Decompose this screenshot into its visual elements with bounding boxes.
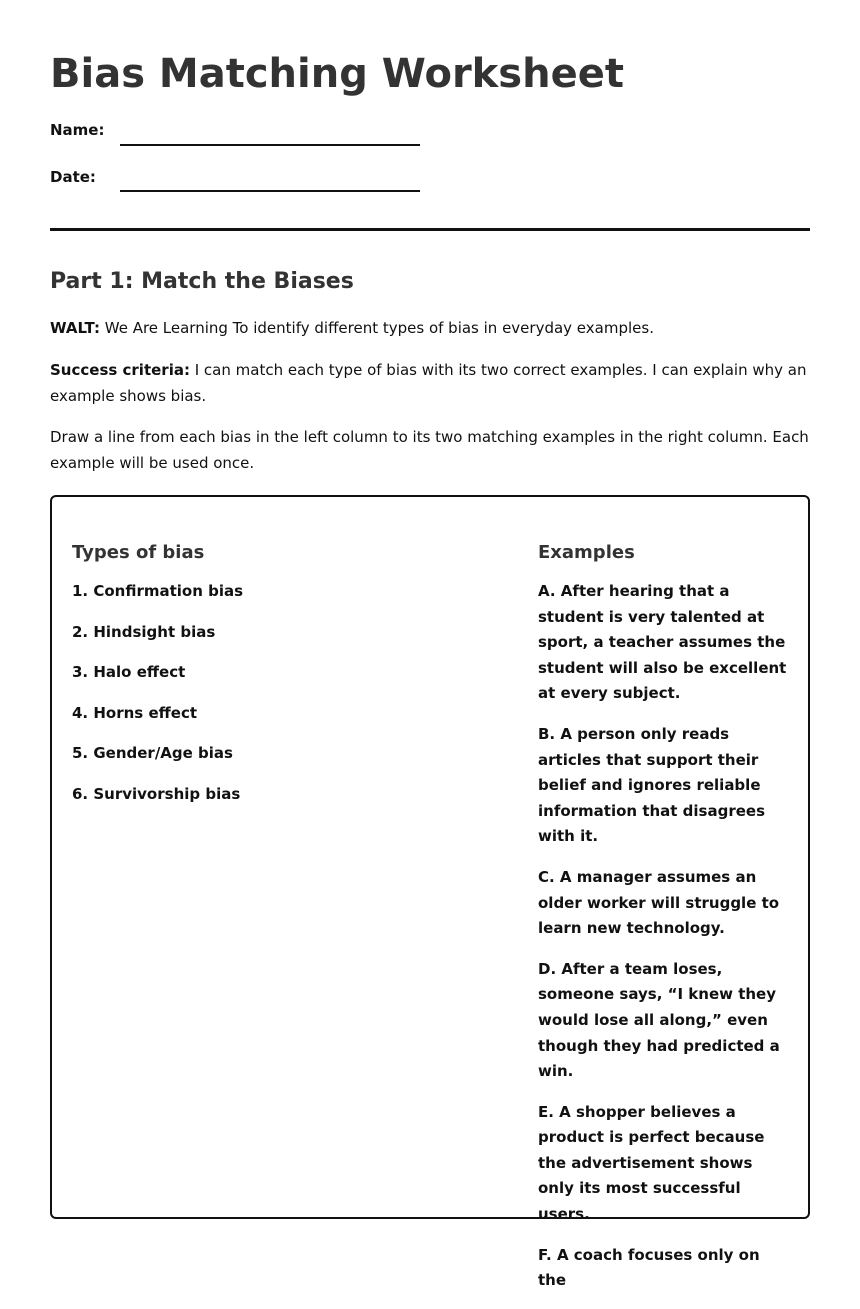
example-item[interactable]: D. After a team loses, someone says, “I knew they would lose all along,” even though they had predicted a win.: [538, 959, 780, 1081]
page-title: Bias Matching Worksheet: [50, 51, 624, 97]
name-label: Name:: [50, 121, 105, 139]
examples-column: [538, 539, 792, 1309]
bias-item[interactable]: 1. Confirmation bias: [72, 582, 244, 600]
examples-list: [538, 579, 792, 1294]
success-criteria-label: Success criteria:: [50, 361, 190, 379]
example-item[interactable]: E. A shopper believes a product is perfect because the advertisement shows only its most successful users.: [538, 1102, 765, 1224]
examples-column-title: Examples: [538, 542, 635, 563]
success-criteria-text: I can match each type of bias with its two correct examples. I can explain why an example shows bias.: [50, 361, 807, 405]
name-line[interactable]: [120, 144, 420, 146]
instructions-paragraph: Draw a line from each bias in the left column to its two matching examples in the right column. Each example will be used once.: [50, 428, 809, 472]
bias-item[interactable]: 6. Survivorship bias: [72, 784, 241, 803]
example-item[interactable]: C. A manager assumes an older worker will struggle to learn new technology.: [538, 867, 780, 938]
matching-box: [50, 495, 810, 1290]
walt-label: WALT:: [50, 319, 100, 337]
walt-paragraph: [50, 315, 810, 341]
bias-item[interactable]: 5. Gender/Age bias: [72, 744, 233, 763]
bias-item[interactable]: 3. Halo effect: [72, 663, 186, 682]
success-criteria-paragraph: [50, 357, 810, 409]
bias-item[interactable]: 2. Hindsight bias: [72, 622, 216, 641]
walt-text: We Are Learning To identify different types of bias in everyday examples.: [104, 319, 654, 337]
bias-column-title: Types of bias: [72, 542, 205, 563]
date-line[interactable]: [120, 190, 420, 192]
header-divider: [50, 228, 810, 231]
date-label: Date:: [50, 168, 96, 186]
example-item[interactable]: B. A person only reads articles that support their belief and ignores reliable information that disagrees with it.: [538, 724, 766, 846]
section-title: Part 1: Match the Biases: [50, 269, 354, 294]
example-item[interactable]: F. A coach focuses only on the: [538, 1245, 760, 1290]
bias-item[interactable]: 4. Horns effect: [72, 703, 198, 722]
bias-list: [72, 579, 492, 807]
bias-column: [72, 539, 492, 823]
example-item[interactable]: A. After hearing that a student is very talented at sport, a teacher assumes the student will also be excellent at every subject.: [538, 582, 787, 703]
